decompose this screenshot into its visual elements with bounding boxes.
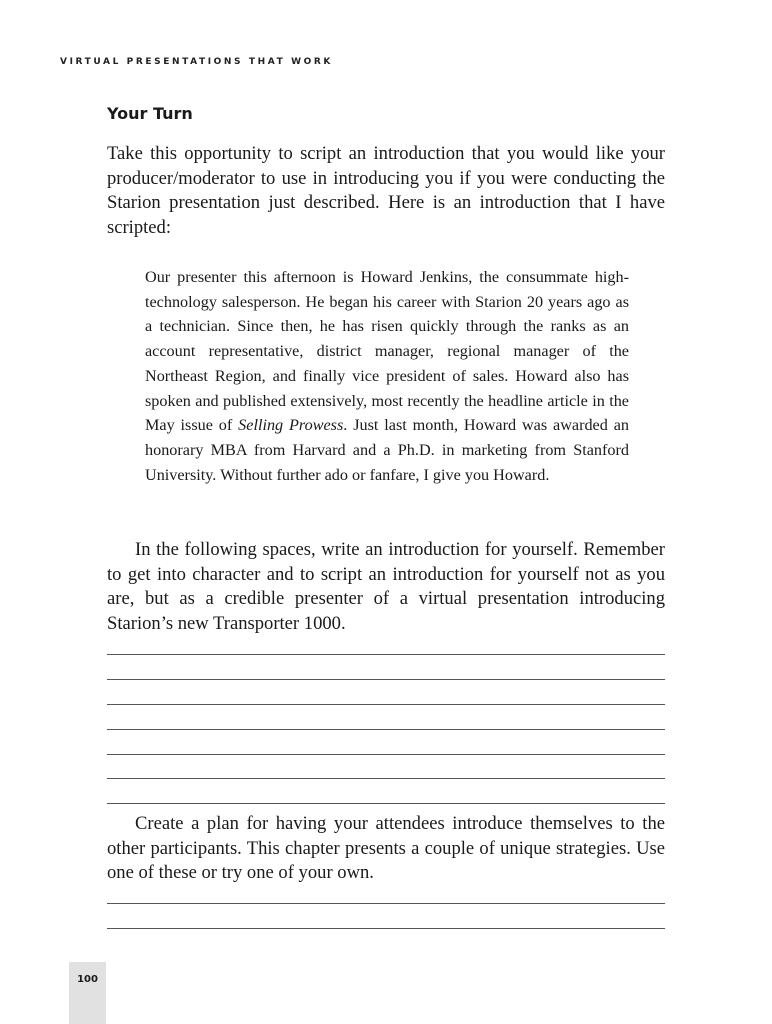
intro-paragraph: Take this opportunity to script an introduction that you would like your producer/moderator to use in introducing you if you were conducting the Starion presentation just described. Here is an introduction that I have scripted:	[107, 143, 665, 238]
page-number-tab	[69, 962, 106, 1024]
writing-line	[107, 928, 665, 929]
writing-line	[107, 704, 665, 705]
page-number: 100	[77, 974, 98, 985]
writing-line	[107, 654, 665, 655]
quote-text-part-2: . Just last month, Howard was awarded an honorary MBA from Harvard and a Ph.D. in marketing from Stanford University. Without further ado or fanfare, I give you Howard.	[145, 416, 629, 484]
exercise-instructions-paragraph: In the following spaces, write an introduction for yourself. Remember to get into character and to script an introduction for yourself not as you are, but as a credible presenter of a virtual presentation introducing Starion’s new Transporter 1000.	[107, 539, 665, 634]
writing-line	[107, 778, 665, 779]
writing-line	[107, 679, 665, 680]
section-heading: Your Turn	[107, 104, 193, 123]
magazine-title: Selling Prowess	[238, 416, 344, 435]
attendee-plan-paragraph: Create a plan for having your attendees introduce themselves to the other participants. This chapter presents a couple of unique strategies. Use one of these or try one of your own.	[107, 813, 665, 883]
writing-line	[107, 903, 665, 904]
writing-line	[107, 729, 665, 730]
sample-introduction-quote	[145, 265, 629, 487]
quote-text-part-1: Our presenter this afternoon is Howard Jenkins, the consummate high-technology salesperson. He began his career with Starion 20 years ago as a technician. Since then, he has risen quickly through the ranks as an account representative, district manager, regional manager of the Northeast Region, and finally vice president of sales. Howard also has spoken and published extensively, most recently the headline article in the May issue of	[145, 268, 629, 435]
writing-line	[107, 754, 665, 755]
running-head: VIRTUAL PRESENTATIONS THAT WORK	[60, 57, 333, 67]
writing-line	[107, 803, 665, 804]
